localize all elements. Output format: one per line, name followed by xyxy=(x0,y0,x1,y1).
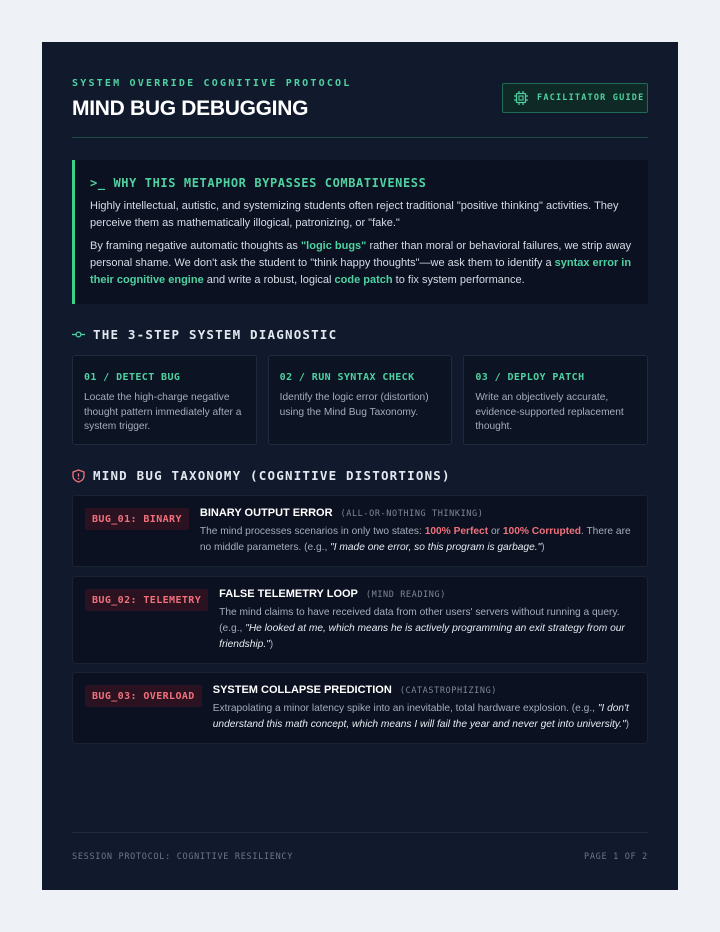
highlight-code-patch: code patch xyxy=(334,274,393,286)
step-card xyxy=(72,355,257,445)
page-number: PAGE 1 OF 2 xyxy=(584,852,648,862)
commit-icon xyxy=(72,328,85,341)
highlight-syntax-error: syntax error in their cognitive engine xyxy=(90,257,632,286)
step-description: Locate the high-charge negative thought pattern immediately after a system trigger. xyxy=(84,392,242,432)
shield-alert-icon xyxy=(72,469,85,483)
step-card xyxy=(268,355,453,445)
bug-card xyxy=(72,576,648,664)
bug-description: The mind claims to have received data from other users' servers without running a query. (e.g., "He looked at me, which means he is actively programming an exit strategy from our friendship.") xyxy=(219,607,625,650)
callout-paragraph-1: Highly intellectual, autistic, and systemizing students often reject traditional "positive thinking" activities. They perceive them as mathematically illogical, patronizing, or "fake." xyxy=(90,200,619,229)
bug-card xyxy=(72,672,648,744)
step-title: 02 / RUN SYNTAX CHECK xyxy=(279,372,415,383)
bug-name: BINARY OUTPUT ERROR (ALL-OR-NOTHING THINKING) xyxy=(199,507,484,519)
document-page xyxy=(42,42,678,890)
bug-description: Extrapolating a minor latency spike into an inevitable, total hardware explosion. (e.g., "I don't understand this math concept, which means I will fail the year and never get into university.") xyxy=(212,703,629,730)
footer-session-label: SESSION PROTOCOL: COGNITIVE RESILIENCY xyxy=(72,852,294,862)
chip-icon xyxy=(513,90,529,106)
bug-name: FALSE TELEMETRY LOOP (MIND READING) xyxy=(219,588,446,600)
facilitator-guide-label: FACILITATOR GUIDE xyxy=(537,93,645,103)
diagnostic-heading-text: THE 3-STEP SYSTEM DIAGNOSTIC xyxy=(93,327,338,342)
callout-title: >_ WHY THIS METAPHOR BYPASSES COMBATIVENESS xyxy=(90,176,427,190)
step-title: 03 / DEPLOY PATCH xyxy=(475,372,585,383)
bug-badge: BUG_03: OVERLOAD xyxy=(85,685,202,707)
diagnostic-heading xyxy=(72,327,337,342)
taxonomy-heading-text: MIND BUG TAXONOMY (COGNITIVE DISTORTIONS) xyxy=(93,468,451,483)
bug-alt-name: (ALL-OR-NOTHING THINKING) xyxy=(340,509,484,519)
bug-alt-name: (CATASTROPHIZING) xyxy=(399,686,498,696)
bug-name: SYSTEM COLLAPSE PREDICTION (CATASTROPHIZING) xyxy=(212,684,498,696)
facilitator-guide-badge xyxy=(502,83,648,113)
page-header xyxy=(72,78,648,138)
step-description: Write an objectively accurate, evidence-supported replacement thought. xyxy=(475,392,624,432)
page-title: MIND BUG DEBUGGING xyxy=(72,97,309,120)
metaphor-callout xyxy=(72,160,648,304)
taxonomy-heading xyxy=(72,468,451,483)
step-card xyxy=(463,355,648,445)
bug-badge: BUG_01: BINARY xyxy=(85,508,189,530)
step-title: 01 / DETECT BUG xyxy=(84,372,181,383)
callout-paragraph-2: By framing negative automatic thoughts as "logic bugs" rather than moral or behavioral failures, we strip away personal shame. We don't ask the student to "think happy thoughts"—we ask them to identify a syntax error in their cognitive engine and write a robust, logical code patch to fix system performance. xyxy=(90,240,632,286)
bug-description: The mind processes scenarios in only two states: 100% Perfect or 100% Corrupted. There are no middle parameters. (e.g., "I made one error, so this program is garbage.") xyxy=(199,526,631,553)
diagnostic-steps xyxy=(72,355,648,445)
bug-alt-name: (MIND READING) xyxy=(365,590,446,600)
bug-badge: BUG_02: TELEMETRY xyxy=(85,589,208,611)
bug-card xyxy=(72,495,648,567)
highlight-logic-bugs: "logic bugs" xyxy=(300,240,367,252)
eyebrow: SYSTEM OVERRIDE COGNITIVE PROTOCOL xyxy=(72,78,352,89)
page-footer xyxy=(72,832,648,862)
step-description: Identify the logic error (distortion) using the Mind Bug Taxonomy. xyxy=(279,392,429,418)
